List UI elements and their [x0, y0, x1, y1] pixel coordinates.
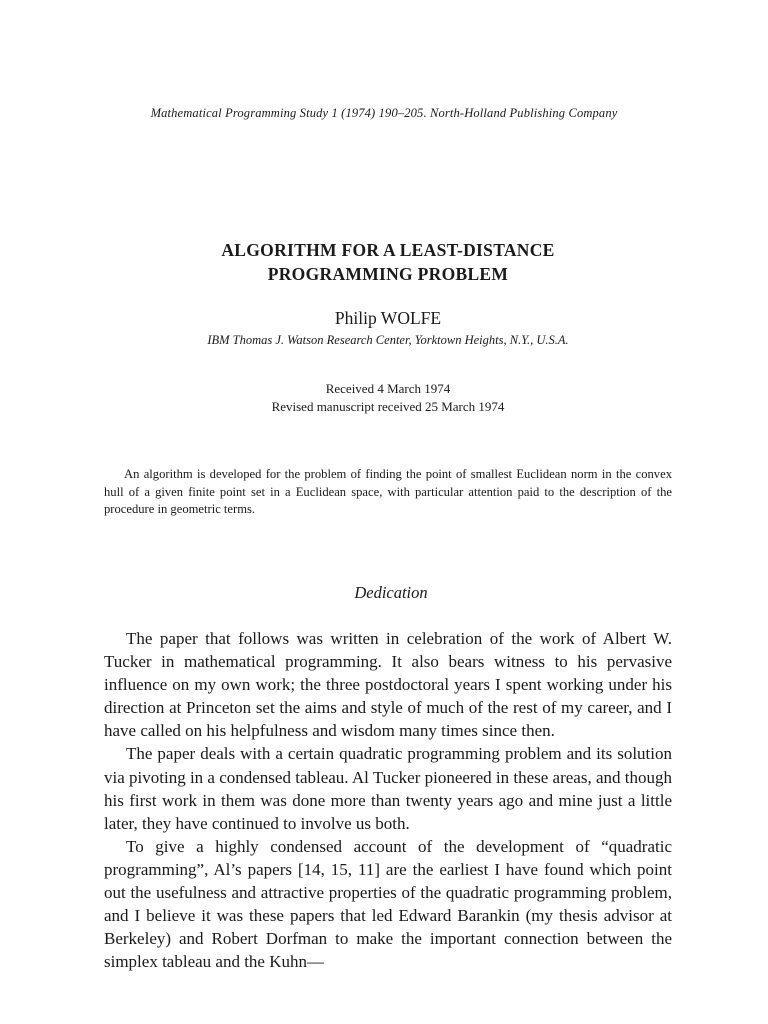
- submission-dates: [0, 380, 768, 416]
- dedication-paragraph-3: To give a highly condensed account of the development of “quadratic programming”, Al’s papers [14, 15, 11] are the earliest I have found which point out the usefulness and attractive properties of the quadratic programming problem, and I believe it was these papers that led Edward Barankin (my thesis advisor at Berkeley) and Robert Dorfman to make the important connection between the simplex tableau and the Kuhn—: [104, 836, 672, 972]
- article-title: [0, 238, 768, 286]
- revised-date: Revised manuscript received 25 March 1974: [271, 399, 505, 414]
- title-line-2: PROGRAMMING PROBLEM: [267, 264, 509, 284]
- author-affiliation: IBM Thomas J. Watson Research Center, Yorktown Heights, N.Y., U.S.A.: [207, 333, 569, 347]
- journal-citation: Mathematical Programming Study 1 (1974) 190–205. North-Holland Publishing Company: [150, 106, 618, 120]
- dedication-heading: Dedication: [354, 583, 428, 602]
- dedication-paragraph-1: The paper that follows was written in celebration of the work of Albert W. Tucker in mathematical programming. It also bears witness to his pervasive influence on my own work; the three postdoctoral years I spent working under his direction at Princeton set the aims and style of much of the rest of my career, and I have called on his helpfulness and wisdom many times since then.: [104, 629, 672, 741]
- dedication-body: [104, 627, 672, 973]
- abstract: An algorithm is developed for the problem of finding the point of smallest Euclidean norm in the convex hull of a given finite point set in a Euclidean space, with particular attention paid to the description of the procedure in geometric terms.: [104, 467, 672, 516]
- received-date: Received 4 March 1974: [325, 381, 451, 396]
- title-line-1: ALGORITHM FOR A LEAST-DISTANCE: [221, 240, 555, 260]
- dedication-paragraph-2: The paper deals with a certain quadratic programming problem and its solution via pivoting in a condensed tableau. Al Tucker pioneered in these areas, and though his first work in them was done more than twenty years ago and mine just a little later, they have continued to involve us both.: [104, 744, 672, 833]
- author-name: Philip WOLFE: [334, 308, 442, 328]
